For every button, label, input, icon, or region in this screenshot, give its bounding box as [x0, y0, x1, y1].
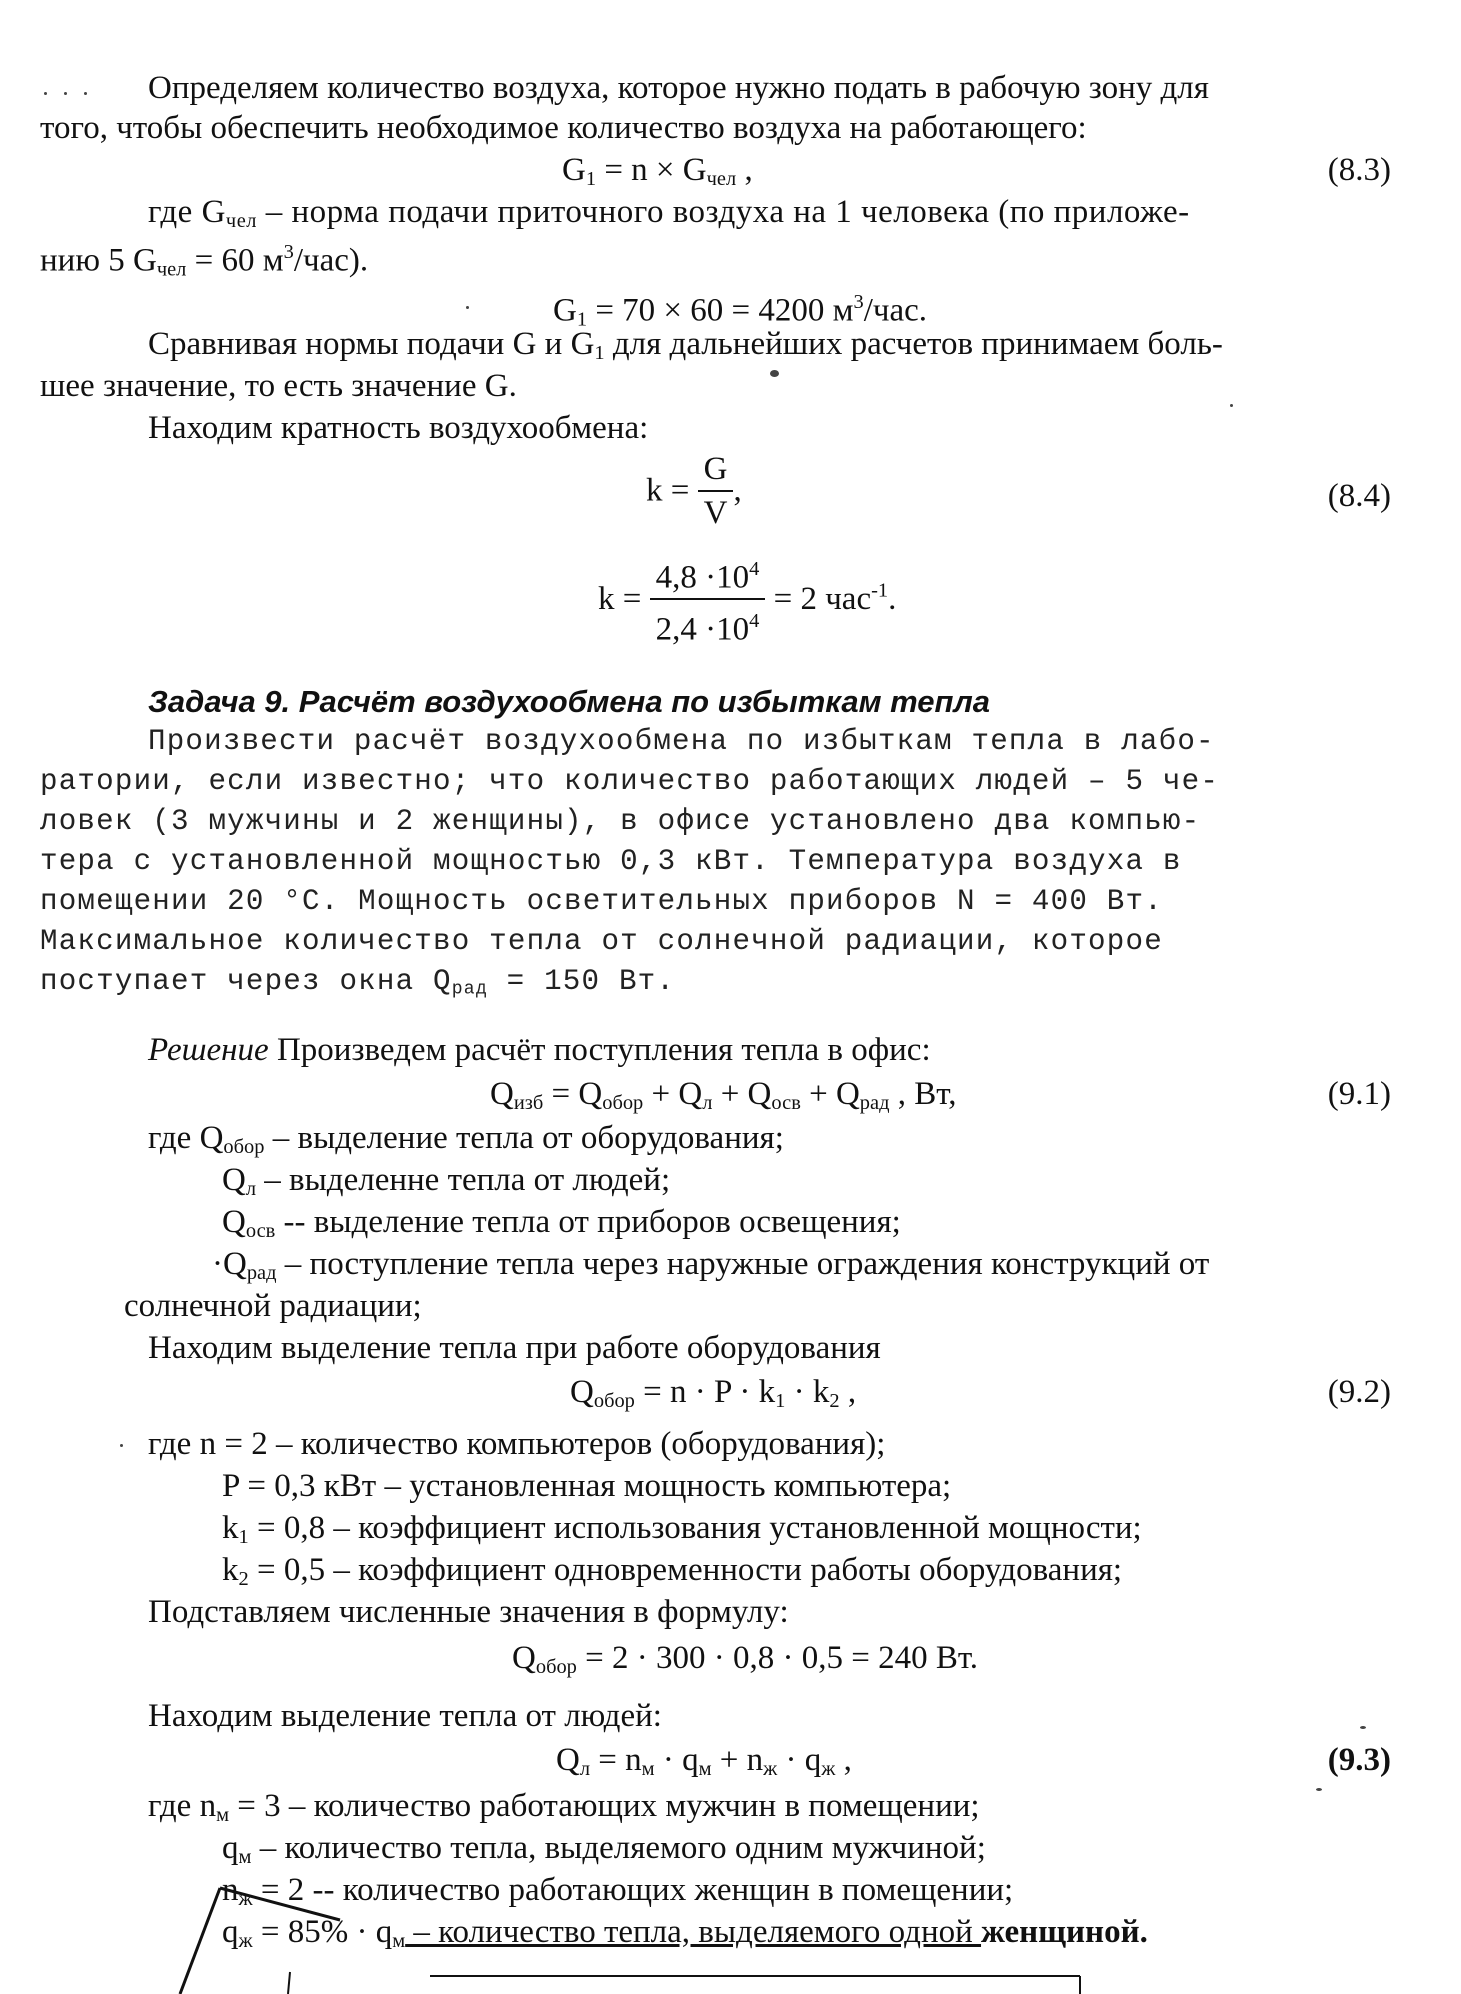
- equation-number: (9.2): [1327, 1374, 1391, 1410]
- definition-line: $\cdot Q_{рад}$ – поступление тепла через наружные ограждения конструкций от: [212, 1246, 1210, 1285]
- scan-speck: [84, 92, 87, 95]
- definition-line: $n_ж = 2$ -- количество работающих женщин в помещении;: [222, 1872, 1014, 1911]
- calculation-8-4: k = $\frac{4,8 \cdot 10^4}{2,4 \cdot 10^4}$ = 2 час$^{-1}$.: [598, 548, 896, 651]
- scan-speck: [64, 92, 67, 95]
- task-text-line: тера с установленной мощностью 0,3 кВт. Температура воздуха в: [40, 845, 1182, 878]
- formula-9-2: $Q_{обор} = n \cdot P \cdot k_1 \cdot k_2$ ,: [570, 1374, 857, 1413]
- equation-number: (9.1): [1327, 1076, 1391, 1112]
- definition-line: $q_м$ – количество тепла, выделяемого одним мужчиной;: [222, 1830, 986, 1869]
- definition-line: $Q_{осв}$ -- выделение тепла от приборов освещения;: [222, 1204, 901, 1243]
- calculation-9-2: $Q_{обор} = 2 \cdot 300 \cdot 0,8 \cdot 0,5 = 240$ Вт.: [512, 1640, 979, 1679]
- formula-9-3: $Q_л = n_м \cdot q_м + n_ж \cdot q_ж$ ,: [556, 1742, 852, 1781]
- paragraph-line: Находим кратность воздухообмена:: [148, 410, 649, 446]
- scan-speck: [44, 92, 47, 95]
- paragraph-line: того, чтобы обеспечить необходимое количество воздуха на работающего:: [40, 110, 1087, 146]
- scan-speck: [770, 370, 779, 377]
- formula-8-4: k = $\frac{G}{V}$ ,: [646, 448, 742, 534]
- definition-line: P = 0,3 кВт – установленная мощность компьютера;: [222, 1468, 952, 1504]
- scan-speck: [1230, 404, 1233, 407]
- task-text-line: Произвести расчёт воздухообмена по избыткам тепла в лабо-: [148, 725, 1215, 758]
- equation-number: (9.3): [1327, 1742, 1391, 1778]
- formula-8-3: $G_1 = n \times G_{чел}$ ,: [562, 152, 753, 191]
- task-heading: Задача 9. Расчёт воздухообмена по избыткам тепла: [148, 684, 990, 719]
- equation-number: (8.3): [1327, 152, 1391, 188]
- definition-line: нию 5 $G_{чел} = 60$ $м^3/час$).: [40, 241, 369, 281]
- paragraph-line: Сравнивая нормы подачи G и $G_1$ для дальнейших расчетов принимаем боль-: [148, 326, 1223, 365]
- paragraph-line: Определяем количество воздуха, которое нужно подать в рабочую зону для: [148, 70, 1209, 106]
- equation-number: (8.4): [1327, 478, 1391, 514]
- task-text-line: ловек (3 мужчины и 2 женщины), в офисе установлено два компью-: [40, 805, 1201, 838]
- task-text-line: ратории, если известно; что количество работающих людей – 5 че-: [40, 765, 1220, 798]
- solution-line: Решение Произведем расчёт поступления тепла в офис:: [148, 1032, 931, 1068]
- paragraph-line: Подставляем численные значения в формулу:: [148, 1594, 789, 1630]
- task-text-line: Максимальное количество тепла от солнечной радиации, которое: [40, 925, 1163, 958]
- scan-speck: [466, 306, 469, 309]
- scan-speck: [120, 1444, 123, 1447]
- formula-9-1: $Q_{изб} = Q_{обор} + Q_л + Q_{осв} + Q_{рад}$ , Вт,: [490, 1076, 957, 1115]
- definition-line: где n = 2 – количество компьютеров (оборудования);: [148, 1426, 886, 1462]
- paragraph-line: Находим выделение тепла при работе оборудования: [148, 1330, 881, 1366]
- scan-speck: [1316, 1788, 1322, 1791]
- definition-line: где $G_{чел}$ – норма подачи приточного воздуха на 1 человека (по приложе-: [148, 194, 1190, 233]
- definition-line: $k_2 = 0,5$ – коэффициент одновременности работы оборудования;: [222, 1552, 1123, 1591]
- definition-line: где $Q_{обор}$ – выделение тепла от оборудования;: [148, 1120, 784, 1159]
- definition-line: солнечной радиации;: [124, 1288, 422, 1324]
- scan-speck: [1360, 1726, 1366, 1729]
- calculation-8-3: $G_1 = 70 \times 60 = 4200$ $м^3$/час.: [553, 291, 928, 331]
- paragraph-line: Находим выделение тепла от людей:: [148, 1698, 662, 1734]
- hand-drawn-bracket: [140, 1880, 1100, 1994]
- paragraph-line: шее значение, то есть значение G.: [40, 368, 517, 404]
- task-text-line: поступает через окна $Q_{рад} = 150$ Вт.: [40, 965, 676, 1000]
- definition-line: $k_1 = 0,8$ – коэффициент использования установленной мощности;: [222, 1510, 1142, 1549]
- definition-line: $q_ж = 85\% \cdot q_м$ – количество тепла, выделяемого одной женщиной.: [222, 1914, 1148, 1953]
- definition-line: где $n_м = 3$ – количество работающих мужчин в помещении;: [148, 1788, 980, 1827]
- task-text-line: помещении 20 °С. Мощность осветительных приборов N = 400 Вт.: [40, 885, 1163, 918]
- definition-line: $Q_л$ – выделенне тепла от людей;: [222, 1162, 671, 1201]
